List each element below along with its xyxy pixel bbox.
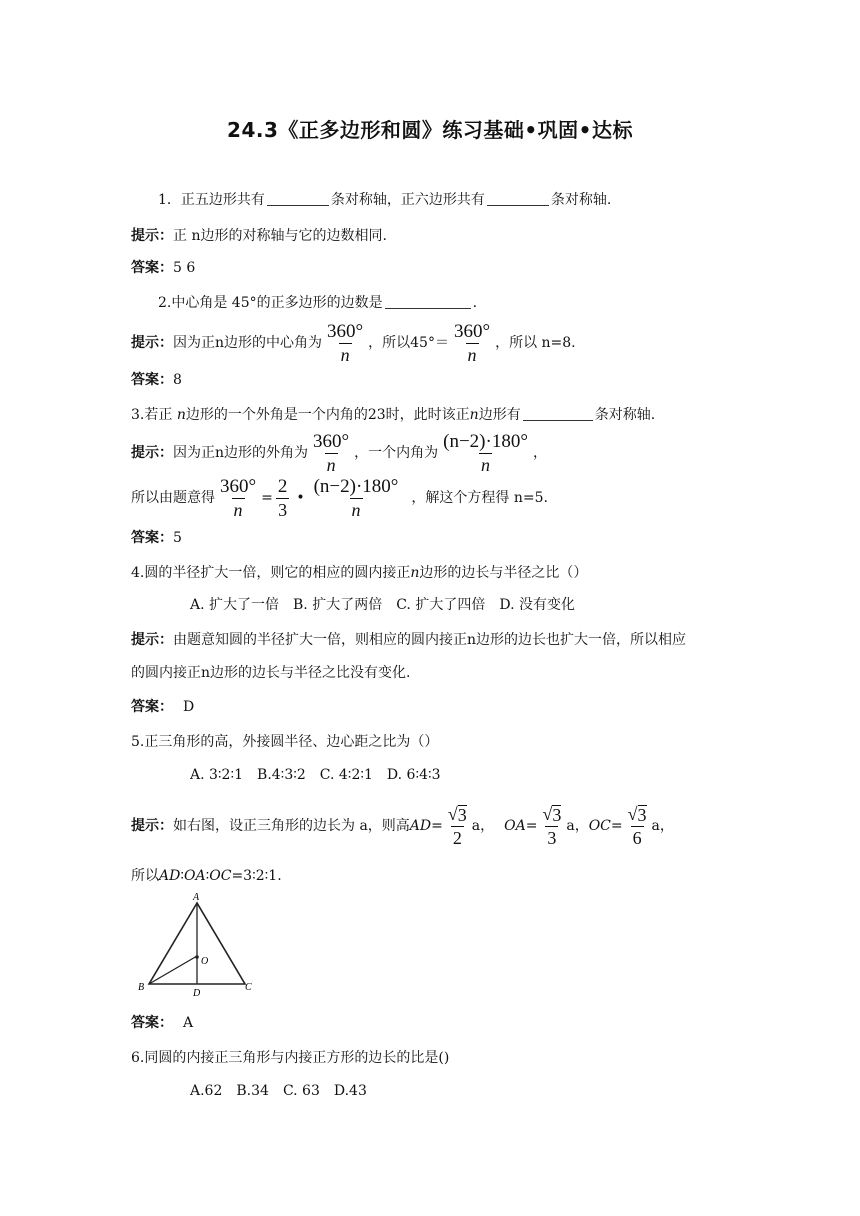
question-3: 3.若正 n边形的一个外角是一个内角的23时，此时该正n边形有 条对称轴. xyxy=(131,407,656,423)
answer-2: 答案：8 xyxy=(131,372,182,388)
fraction-360-over-n: $\frac{360^\circ}{n}$ xyxy=(327,320,364,365)
hint-4: 提示：由题意知圆的半径扩大一倍，则相应的圆内接正n边形的边长也扩大一倍，所以相应 xyxy=(131,632,687,648)
fraction-360-over-n: $\frac{360^\circ}{n}$ xyxy=(453,320,491,365)
hint-5-line2: 所以AD∶OA∶OC=3∶2∶1. xyxy=(131,868,282,884)
question-5: 5.正三角形的高，外接圆半径、边心距之比为（） xyxy=(131,734,439,750)
label-b: B xyxy=(138,982,145,993)
segment-bo xyxy=(149,956,197,984)
fraction-exterior-angle: $\frac{360^\circ}{n}$ xyxy=(313,430,350,475)
question-1: 1．正五边形共有 条对称轴，正六边形共有 条对称轴. xyxy=(158,192,612,208)
hint-2: 提示： 因为正n边形的中心角为 $\frac{360^\circ}{n}$ ，所以45°＝ $\frac{360^\circ}{n}$ ，所以 n=8. xyxy=(131,320,576,365)
answer-5: 答案： A xyxy=(131,1015,194,1031)
label-d: D xyxy=(193,988,201,999)
label-o: O xyxy=(201,956,209,967)
options-6: A.62 B.34 C. 63 D.43 xyxy=(190,1083,367,1099)
answer-3: 答案：5 xyxy=(131,530,182,546)
answer-blank xyxy=(385,294,471,309)
answer-blank xyxy=(267,191,329,206)
fraction-sqrt3-over-2: √ 3 2 xyxy=(447,803,467,848)
center-point-o xyxy=(195,955,199,959)
fraction-interior-angle: $\frac{(n-2)\cdot 180^\circ}{n}$ xyxy=(443,430,528,475)
fraction-sqrt3-over-3: √ 3 3 xyxy=(542,803,562,848)
answer-4: 答案： D xyxy=(131,699,195,715)
label-c: C xyxy=(245,982,252,993)
hint-4-line2: 的圆内接正n边形的边长与半径之比没有变化. xyxy=(131,665,411,681)
answer-blank xyxy=(487,191,549,206)
question-6: 6.同圆的内接正三角形与内接正方形的边长的比是() xyxy=(131,1050,450,1066)
answer-blank xyxy=(523,406,593,421)
answer-1: 答案：5 6 xyxy=(131,260,196,276)
hint-5: 提示： 如右图，设正三角形的边长为 a，则高 AD = √ 3 2 a ， OA = √ 3 3 a ， OC = √ 3 6 a ， xyxy=(131,803,674,848)
label-a: A xyxy=(193,892,200,903)
question-4: 4.圆的半径扩大一倍，则它的相应的圆内接正n边形的边长与半径之比（） xyxy=(131,565,588,581)
options-4: A. 扩大了一倍 B. 扩大了两倍 C. 扩大了四倍 D. 没有变化 xyxy=(190,597,575,613)
fraction-sqrt3-over-6: √ 3 6 xyxy=(627,803,647,848)
hint-3-equation: 所以由题意得 $\frac{360^\circ}{n}$ = $\frac{2}{3}$ • $\frac{(n-2)\cdot 180^\circ}{n}$ ，解这个方程得 n=5. xyxy=(131,475,548,520)
hint-1: 提示：正 n边形的对称轴与它的边数相同. xyxy=(131,228,387,244)
options-5: A. 3∶2∶1 B.4∶3∶2 C. 4∶2∶1 D. 6∶4∶3 xyxy=(190,767,441,783)
hint-3: 提示： 因为正n边形的外角为 $\frac{360^\circ}{n}$ ，一个内角为 $\frac{(n-2)\cdot 180^\circ}{n}$ ， xyxy=(131,430,547,475)
triangle-figure xyxy=(135,890,260,1000)
page-title: 24.3《正多边形和圆》练习基础•巩固•达标 xyxy=(227,118,633,142)
question-2: 2.中心角是 45°的正多边形的边数是 . xyxy=(158,295,478,311)
